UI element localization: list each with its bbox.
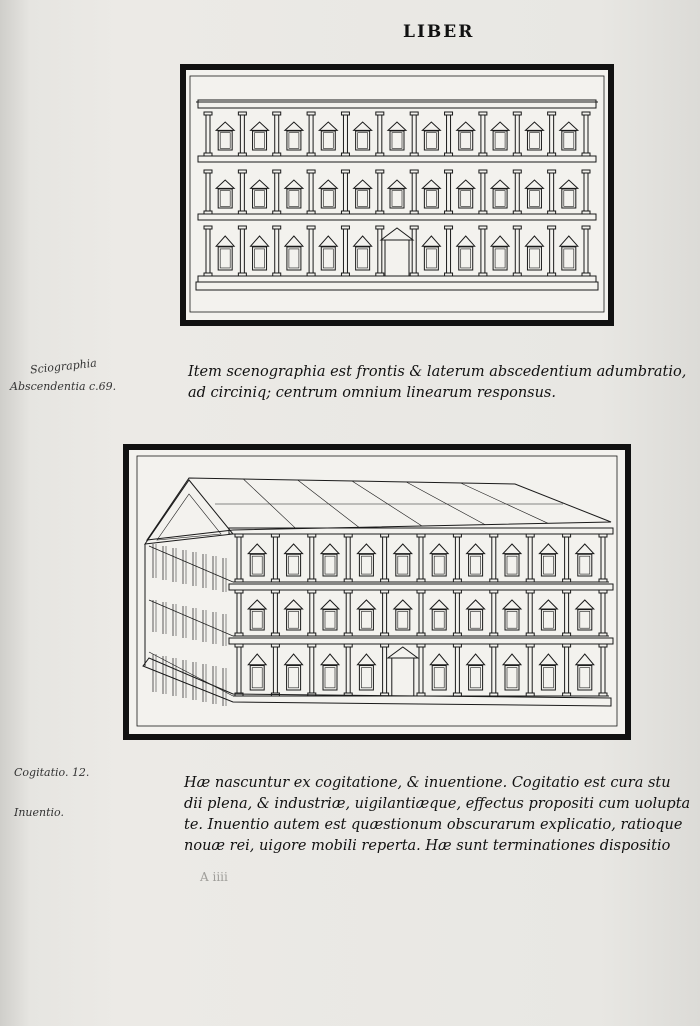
paragraph-line: Hæ nascuntur ex cogitatione, & inuentione. Cogitatio est cura stu	[184, 775, 671, 791]
facade-elevation-drawing	[180, 64, 614, 326]
margin-note-sciographia: Sciographia	[29, 356, 98, 377]
paragraph-line: nouæ rei, uigore mobili reperta. Hæ sunt terminationes dispositio	[184, 838, 671, 854]
margin-note-inuentio: Inuentio.	[14, 806, 64, 819]
paragraph-line: dii plena, & industriæ, uigilantiæque, effectus propositi cum uolupta	[184, 796, 691, 812]
body-paragraph	[184, 773, 691, 857]
signature-mark: A iiii	[200, 870, 228, 884]
perspective-drawing	[123, 444, 631, 740]
caption-line: Item scenographia est frontis & laterum abscedentium adumbratio,	[188, 364, 687, 380]
margin-note-cogitatio: Cogitatio. 12.	[14, 766, 90, 779]
paragraph-line: te. Inuentio autem est quæstionum obscurarum explicatio, ratioque	[184, 817, 683, 833]
perspective-figure	[123, 444, 631, 740]
scenographia-caption	[188, 362, 687, 404]
facade-elevation-figure	[180, 64, 614, 326]
running-head: LIBER	[403, 22, 475, 42]
caption-line: ad circiniq; centrum omnium linearum responsus.	[188, 385, 556, 401]
margin-note-abscendentia: Abscendentia c.69.	[10, 380, 117, 393]
